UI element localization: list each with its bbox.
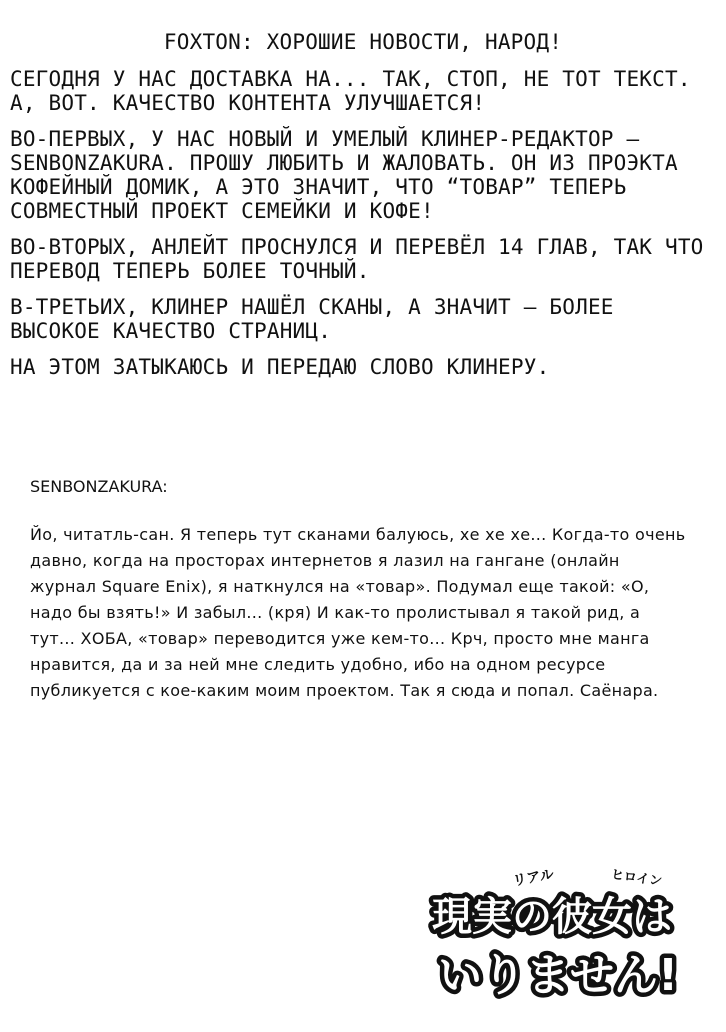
announcement-paragraph: СЕГОДНЯ У НАС ДОСТАВКА НА... ТАК, СТОП, НЕ ТОТ ТЕКСТ. А, ВОТ. КАЧЕСТВО КОНТЕНТА УЛУЧШАЕТСЯ! [10,67,691,115]
cleaner-note [30,474,690,704]
announcement-paragraph: ВО-ПЕРВЫХ, У НАС НОВЫЙ И УМЕЛЫЙ КЛИНЕР-РЕДАКТОР – SENBONZAKURA. ПРОШУ ЛЮБИТЬ И ЖАЛОВАТЬ. ОН ИЗ ПРОЭКТА КОФЕЙНЫЙ ДОМИК, А ЭТО ЗНАЧИТ, ЧТО “ТОВАР” ТЕПЕРЬ СОВМЕСТНЫЙ ПРОЕКТ СЕМЕЙКИ И КОФЕ! [10,127,678,223]
logo-ruby-left: リアル [511,866,556,890]
announcement-paragraph: В-ТРЕТЬИХ, КЛИНЕР НАШЁЛ СКАНЫ, А ЗНАЧИТ – БОЛЕЕ ВЫСОКОЕ КАЧЕСТВО СТРАНИЦ. [10,295,614,343]
series-logo [424,862,686,1012]
announcement-paragraph: НА ЭТОМ ЗАТЫКАЮСЬ И ПЕРЕДАЮ СЛОВО КЛИНЕРУ. [10,355,550,379]
cleaner-author: SENBONZAKURA: [30,477,168,496]
announcement-paragraph: ВО-ВТОРЫХ, АНЛЕЙТ ПРОСНУЛСЯ И ПЕРЕВЁЛ 14 ГЛАВ, ТАК ЧТО ПЕРЕВОД ТЕПЕРЬ БОЛЕЕ ТОЧНЫЙ. [10,235,704,283]
logo-line-1: 現実の彼女は [432,894,672,940]
announcement [10,30,716,391]
logo-line-2: いりません! [437,950,679,1001]
series-logo-graphic [424,862,686,1012]
announcement-heading: FOXTON: ХОРОШИЕ НОВОСТИ, НАРОД! [163,30,563,54]
logo-ruby-right: ヒロイン [609,867,664,890]
cleaner-text: Йо, читатль-сан. Я теперь тут сканами балуюсь, хе хе хе... Когда-то очень давно, когда на просторах интернетов я лазил на гангане (онлайн журнал Square Enix), я наткнулся на «товар». Подумал еще такой: «О, надо бы взять!» И забыл... (кря) И как-то пролистывал я такой рид, а тут... ХОБА, «товар» переводится уже кем-то... Крч, просто мне манга нравится, да и за ней мне следить удобно, ибо на одном ресурсе публикуется с кое-каким моим проектом. Так я сюда и попал. Саёнара. [30,525,686,700]
